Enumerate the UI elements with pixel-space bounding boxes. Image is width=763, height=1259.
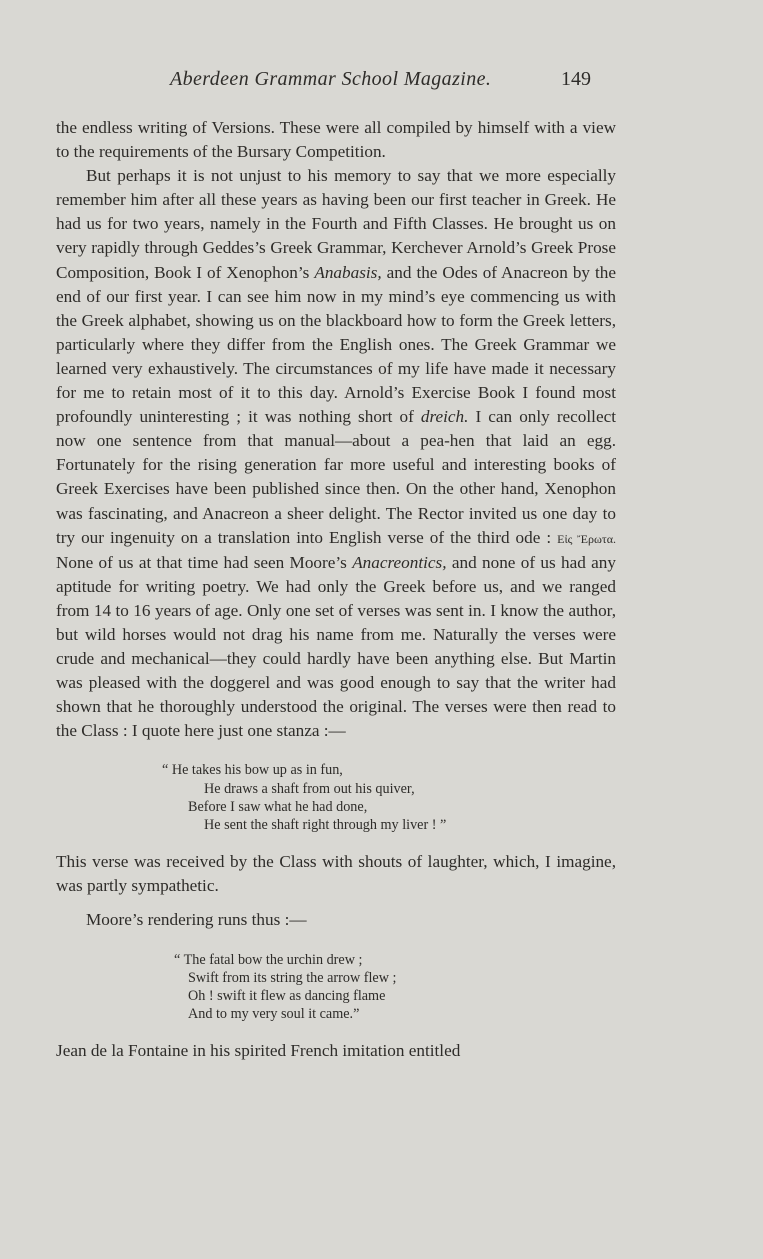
article-body — [56, 116, 616, 1063]
moore-verse — [56, 951, 616, 1024]
title-anabasis: Anabasis, — [314, 262, 382, 282]
paragraph-fontaine: Jean de la Fontaine in his spirited French imitation entitled — [56, 1041, 461, 1061]
running-title: Aberdeen Grammar School Magazine. — [170, 68, 492, 90]
verse-line: And to my very soul it came.” — [188, 1006, 360, 1023]
verse-line: Swift from its string the arrow flew ; — [188, 969, 397, 986]
verse-line: He draws a shaft from out his quiver, — [204, 780, 415, 797]
verse-line: Oh ! swift it flew as dancing flame — [188, 987, 386, 1004]
paragraph-versions: the endless writing of Versions. These were all compiled by himself with a view to the requirements of the Bursary Competition. — [56, 118, 616, 162]
text-run: I can only recollect now one sentence from that manual—about a pea-hen that laid an egg. Fortunately for the rising generation far more useful and interesting books of Greek Exercises have been published since then. On the other hand, Xenophon was fascinating, and Anacreon a sheer delight. The Rector invited us one day to try our ingenuity on a translation into English verse of the third ode : — [56, 407, 616, 547]
greek-ode-title: Εἰς Ἔρωτα. — [557, 531, 616, 546]
verse-line: “ The fatal bow the urchin drew ; — [174, 951, 363, 968]
verse-line: He sent the shaft right through my liver ! ” — [204, 817, 447, 834]
text-run: But perhaps it is not unjust to his memory to say that we more especially remember him after all these years as having been our first teacher in Greek. He had us for two years, namely in the Fourth and Fifth Classes. He brought us on very rapidly through Geddes’s Greek Grammar, Kerchever Arnold’s Greek Prose Composition, Book I of Xenophon’s — [56, 166, 616, 282]
student-verse — [56, 761, 616, 834]
word-dreich: dreich. — [420, 407, 469, 427]
paragraph-moore-intro: Moore’s rendering runs thus :— — [86, 910, 307, 930]
verse-line: Before I saw what he had done, — [188, 798, 368, 815]
paragraph-laughter: This verse was received by the Class with shouts of laughter, which, I imagine, was partly sympathetic. — [56, 852, 616, 896]
verse-line: “ He takes his bow up as in fun, — [162, 762, 343, 779]
page-number: 149 — [561, 68, 591, 90]
title-anacreontics: Anacreontics, — [352, 552, 447, 572]
text-run: and the Odes of Anacreon by the end of our first year. I can see him now in my mind’s eye commencing us with the Greek alphabet, showing us on the blackboard how to form the Greek letters, particularly where they differ from the English ones. The Greek Grammar we learned very exhaustively. The circumstances of my life have made it necessary for me to retain most of it to this day. Arnold’s Exercise Book I found most profoundly uninteresting ; it was nothing short of — [56, 262, 616, 427]
paragraph-greek-teacher — [56, 164, 616, 743]
text-run: and none of us had any aptitude for writing poetry. We had only the Greek before us, and we ranged from 14 to 16 years of age. Only one set of verses was sent in. I know the author, but wild horses would not drag his name from me. Naturally the verses were crude and mechanical—they could hardly have been anything else. But Martin was pleased with the doggerel and was good enough to say that the writer had shown that he thoroughly understood the original. The verses were then read to the Class : I quote here just one stanza :— — [56, 552, 616, 741]
text-run: None of us at that time had seen Moore’s — [56, 552, 353, 572]
page-header — [0, 68, 763, 98]
